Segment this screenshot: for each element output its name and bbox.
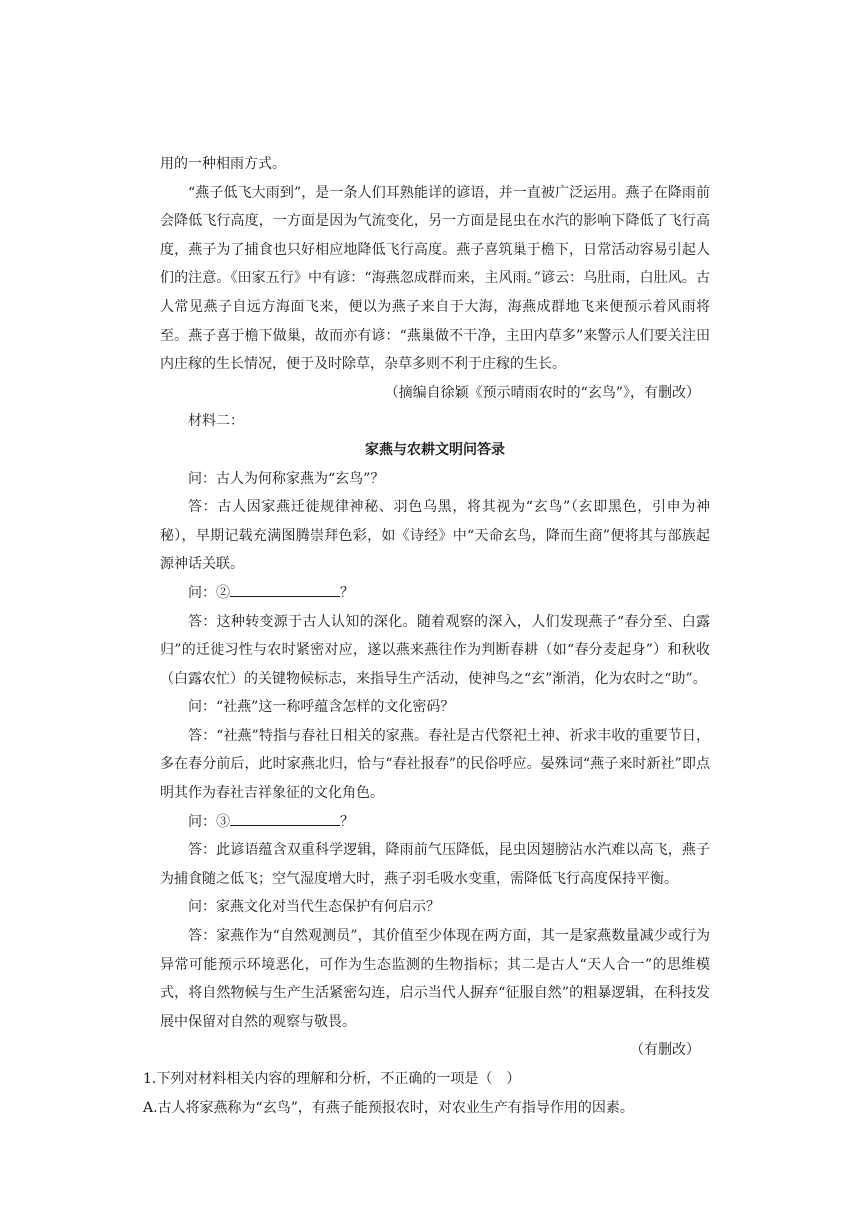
question-two: [160, 579, 710, 608]
question-one: 问：古人为何称家燕为“玄鸟”？: [188, 470, 385, 487]
question-four-prefix: 问：③: [188, 813, 230, 830]
answer-one: 答：古人因家燕迁徙规律神秘、羽色乌黑，将其视为“玄鸟”（玄即黑色，引申为神秘），早期记载充满图腾崇拜色彩，如《诗经》中“天命玄鸟，降而生商”便将其与部族起源神话关联。: [160, 499, 710, 573]
answer-five: 答：家燕作为“自然观测员”，其价值至少体现在两方面，其一是家燕数量减少或行为异常可能预示环境恶化，可作为生态监测的生物指标；其二是古人“天人合一”的思维模式，将自然物候与生产生活紧密勾连，启示当代人摒弃“征服自然”的粗暴逻辑，在科技发展中保留对自然的观察与敬畏。: [160, 928, 710, 1030]
qa-title: 家燕与农耕文明问答录: [365, 441, 505, 458]
question-four-suffix: ？: [340, 813, 354, 830]
question-four: [160, 808, 710, 837]
intro-tail: 用的一种相雨方式。: [160, 156, 286, 172]
answer-blank-three[interactable]: [230, 811, 340, 826]
question-two-suffix: ？: [340, 584, 354, 601]
answer-blank-two[interactable]: [230, 582, 340, 597]
material-one-paragraph: “燕子低飞大雨到”，是一条人们耳熟能详的谚语，并一直被广泛运用。燕子在降雨前会降低飞行高度，一方面是因为气流变化，另一方面是昆虫在水汽的影响下降低了飞行高度，燕子为了捕食也只好相应地降低飞行高度。燕子喜筑巢于檐下，日常活动容易引起人们的注意。《田家五行》中有谚：“海燕忽成群而来，主风雨。”谚云：乌肚雨，白肚风。古人常见燕子自远方海面飞来，便以为燕子来自于大海，海燕成群地飞来便预示着风雨将至。燕子喜于檐下做巢，故而亦有谚：“燕巢做不干净，主田内草多”来警示人们要关注田内庄稼的生长情况，便于及时除草，杂草多则不利于庄稼的生长。: [160, 184, 710, 373]
answer-three: 答：“社燕”特指与春社日相关的家燕。春社是古代祭祀土神、祈求丰收的重要节日，多在春分前后，此时家燕北归，恰与“春社报春”的民俗呼应。晏殊词“燕子来时新社”即点明其作为春社吉祥象征的文化角色。: [160, 727, 710, 802]
answer-four: 答：此谚语蕴含双重科学逻辑，降雨前气压降低，昆虫因翅膀沾水汽难以高飞，燕子为捕食随之低飞；空气湿度增大时，燕子羽毛吸水变重，需降低飞行高度保持平衡。: [160, 842, 710, 887]
option-a: A.古人将家燕称为“玄鸟”，有燕子能预报农时，对农业生产有指导作用的因素。: [143, 1099, 634, 1116]
question-two-prefix: 问：②: [188, 584, 230, 601]
answer-two: 答：这种转变源于古人认知的深化。随着观察的深入，人们发现燕子“春分至、白露归”的迁徙习性与农时紧密对应，遂以燕来燕往作为判断春耕（如“春分麦起身”）和秋收（白露农忙）的关键物候标志，来指导生产活动，使神鸟之“玄”渐消，化为农时之“助”。: [160, 613, 710, 687]
source-citation-one: （摘编自徐颖《预示晴雨农时的“玄鸟”》，有删改）: [384, 384, 700, 401]
question-three: 问：“社燕”这一称呼蕴含怎样的文化密码？: [188, 699, 455, 716]
material-two-label: 材料二：: [188, 413, 244, 430]
question-stem: 1.下列对材料相关内容的理解和分析，不正确的一项是（ ）: [143, 1071, 521, 1087]
question-five: 问：家燕文化对当代生态保护有何启示？: [188, 899, 440, 916]
source-citation-two: （有删改）: [630, 1042, 700, 1059]
reading-passage: [143, 150, 710, 1122]
